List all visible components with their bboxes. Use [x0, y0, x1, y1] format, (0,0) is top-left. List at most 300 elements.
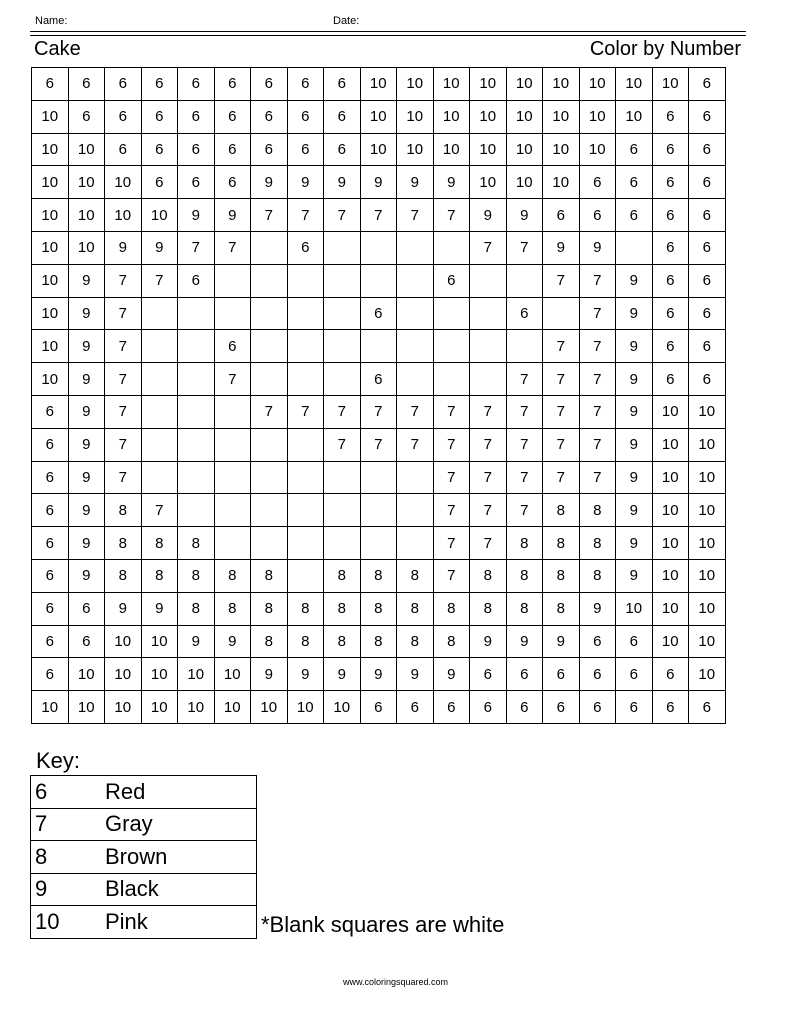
grid-cell: 9: [68, 428, 105, 461]
grid-cell: 6: [178, 264, 215, 297]
grid-cell: 10: [32, 231, 69, 264]
grid-cell: 10: [433, 100, 470, 133]
grid-cell: 6: [652, 231, 689, 264]
grid-cell: 7: [360, 395, 397, 428]
grid-cell: [178, 363, 215, 396]
grid-cell: 6: [324, 68, 361, 101]
grid-cell: 8: [324, 592, 361, 625]
grid-cell: 10: [178, 658, 215, 691]
grid-cell: [360, 264, 397, 297]
grid-cell: 6: [616, 166, 653, 199]
grid-cell: 6: [616, 658, 653, 691]
grid-cell: 10: [652, 625, 689, 658]
grid-cell: 8: [178, 592, 215, 625]
grid-row: [32, 658, 726, 691]
grid-cell: 10: [689, 658, 726, 691]
grid-cell: [214, 461, 251, 494]
key-color-name: Gray: [105, 808, 257, 841]
grid-cell: 6: [652, 199, 689, 232]
grid-cell: 6: [689, 691, 726, 724]
grid-cell: 10: [32, 330, 69, 363]
grid-cell: 9: [214, 199, 251, 232]
grid-cell: 6: [689, 68, 726, 101]
grid-cell: 10: [214, 691, 251, 724]
grid-cell: [214, 297, 251, 330]
grid-cell: 6: [616, 133, 653, 166]
grid-cell: 8: [433, 625, 470, 658]
grid-cell: 7: [579, 428, 616, 461]
grid-cell: [433, 330, 470, 363]
grid-cell: 10: [32, 100, 69, 133]
grid-cell: [616, 231, 653, 264]
grid-cell: 8: [360, 625, 397, 658]
grid-cell: 9: [68, 264, 105, 297]
grid-cell: 7: [543, 428, 580, 461]
grid-cell: 6: [689, 100, 726, 133]
grid-cell: 6: [178, 166, 215, 199]
grid-cell: 6: [32, 494, 69, 527]
grid-cell: 10: [506, 68, 543, 101]
grid-cell: 10: [397, 68, 434, 101]
grid-cell: 10: [105, 658, 142, 691]
grid-row: [32, 691, 726, 724]
grid-cell: 10: [689, 494, 726, 527]
grid-cell: [506, 264, 543, 297]
grid-cell: 10: [543, 166, 580, 199]
grid-cell: 8: [105, 559, 142, 592]
grid-cell: 10: [105, 199, 142, 232]
grid-cell: 10: [105, 691, 142, 724]
grid-cell: 10: [689, 395, 726, 428]
grid-cell: 7: [251, 395, 288, 428]
grid-cell: [251, 527, 288, 560]
grid-cell: 7: [397, 428, 434, 461]
key-row: [31, 841, 257, 874]
grid-cell: 6: [397, 691, 434, 724]
grid-cell: 7: [105, 428, 142, 461]
grid-cell: 6: [433, 691, 470, 724]
grid-cell: 9: [397, 166, 434, 199]
grid-cell: 10: [652, 68, 689, 101]
grid-cell: 10: [689, 527, 726, 560]
grid-cell: 8: [324, 625, 361, 658]
grid-cell: 8: [141, 559, 178, 592]
grid-cell: [141, 395, 178, 428]
grid-cell: [178, 395, 215, 428]
grid-cell: 8: [543, 592, 580, 625]
key-number: 8: [31, 841, 106, 874]
grid-cell: 10: [68, 133, 105, 166]
grid-cell: 6: [689, 231, 726, 264]
grid-cell: 6: [214, 100, 251, 133]
grid-row: [32, 592, 726, 625]
grid-row: [32, 68, 726, 101]
grid-cell: 6: [543, 691, 580, 724]
grid-row: [32, 199, 726, 232]
grid-cell: 9: [178, 625, 215, 658]
grid-cell: 7: [287, 199, 324, 232]
grid-cell: 6: [32, 625, 69, 658]
grid-cell: 10: [105, 625, 142, 658]
grid-cell: [287, 461, 324, 494]
grid-cell: 10: [433, 133, 470, 166]
grid-cell: [178, 330, 215, 363]
grid-cell: 6: [689, 199, 726, 232]
footer-url: www.coloringsquared.com: [342, 977, 449, 987]
grid-cell: 7: [433, 494, 470, 527]
grid-cell: 10: [543, 133, 580, 166]
grid-cell: 7: [506, 494, 543, 527]
grid-cell: 7: [105, 363, 142, 396]
grid-cell: 10: [324, 691, 361, 724]
grid-cell: 7: [543, 363, 580, 396]
grid-cell: 6: [324, 133, 361, 166]
grid-cell: 9: [141, 231, 178, 264]
grid-cell: 9: [68, 363, 105, 396]
grid-cell: 9: [105, 592, 142, 625]
grid-cell: [470, 264, 507, 297]
grid-cell: 10: [32, 691, 69, 724]
grid-cell: 8: [579, 527, 616, 560]
grid-cell: 6: [68, 68, 105, 101]
number-grid: [31, 67, 726, 724]
grid-cell: 7: [470, 527, 507, 560]
grid-cell: [324, 231, 361, 264]
grid-row: [32, 166, 726, 199]
grid-cell: 6: [433, 264, 470, 297]
grid-cell: 10: [32, 363, 69, 396]
grid-cell: [141, 428, 178, 461]
grid-cell: 8: [251, 592, 288, 625]
key-number: 9: [31, 873, 106, 906]
grid-cell: 6: [579, 691, 616, 724]
grid-cell: 6: [689, 166, 726, 199]
grid-cell: 8: [251, 559, 288, 592]
grid-cell: [178, 461, 215, 494]
grid-cell: [287, 363, 324, 396]
grid-cell: 9: [433, 166, 470, 199]
grid-cell: [251, 428, 288, 461]
grid-cell: 6: [324, 100, 361, 133]
grid-cell: 6: [32, 592, 69, 625]
grid-cell: 7: [506, 428, 543, 461]
grid-cell: 9: [178, 199, 215, 232]
grid-cell: 6: [652, 100, 689, 133]
grid-cell: 9: [141, 592, 178, 625]
grid-cell: 10: [652, 494, 689, 527]
grid-cell: 10: [397, 133, 434, 166]
key-title: Key:: [36, 748, 81, 773]
grid-cell: 6: [506, 691, 543, 724]
grid-cell: 6: [689, 297, 726, 330]
grid-cell: 10: [543, 68, 580, 101]
grid-cell: [324, 494, 361, 527]
grid-cell: [324, 330, 361, 363]
grid-cell: [470, 363, 507, 396]
grid-cell: 7: [579, 264, 616, 297]
grid-cell: 6: [689, 264, 726, 297]
grid-cell: 7: [105, 330, 142, 363]
grid-cell: 6: [652, 330, 689, 363]
grid-cell: 6: [689, 330, 726, 363]
grid-cell: [178, 297, 215, 330]
grid-cell: 6: [652, 133, 689, 166]
grid-cell: 10: [32, 199, 69, 232]
grid-row: [32, 559, 726, 592]
grid-cell: 10: [433, 68, 470, 101]
grid-cell: 8: [506, 592, 543, 625]
grid-row: [32, 133, 726, 166]
grid-cell: 7: [397, 199, 434, 232]
grid-cell: 8: [543, 494, 580, 527]
grid-cell: 10: [397, 100, 434, 133]
grid-cell: 9: [579, 592, 616, 625]
grid-cell: 10: [360, 133, 397, 166]
grid-cell: 10: [689, 428, 726, 461]
grid-cell: 10: [214, 658, 251, 691]
grid-cell: 7: [397, 395, 434, 428]
grid-cell: 10: [652, 395, 689, 428]
grid-cell: 6: [652, 658, 689, 691]
grid-cell: [397, 461, 434, 494]
grid-cell: 10: [251, 691, 288, 724]
grid-cell: 6: [579, 658, 616, 691]
grid-cell: 6: [251, 133, 288, 166]
key-row: [31, 776, 257, 809]
grid-cell: 6: [32, 658, 69, 691]
header-rule-thin: [30, 35, 746, 36]
grid-cell: 7: [506, 461, 543, 494]
grid-cell: 10: [652, 428, 689, 461]
grid-cell: [251, 330, 288, 363]
grid-cell: 9: [616, 330, 653, 363]
grid-cell: 6: [214, 330, 251, 363]
grid-cell: 10: [68, 231, 105, 264]
grid-cell: 10: [360, 100, 397, 133]
grid-cell: 7: [324, 428, 361, 461]
grid-cell: 7: [543, 461, 580, 494]
grid-cell: 7: [214, 231, 251, 264]
name-label: Name:: [35, 15, 68, 27]
grid-cell: 6: [652, 691, 689, 724]
grid-cell: 9: [616, 395, 653, 428]
grid-cell: 8: [178, 527, 215, 560]
grid-cell: 6: [470, 658, 507, 691]
grid-cell: 10: [506, 100, 543, 133]
grid-cell: 9: [68, 395, 105, 428]
grid-cell: [251, 264, 288, 297]
grid-cell: 8: [397, 625, 434, 658]
grid-cell: [397, 363, 434, 396]
grid-cell: 6: [360, 363, 397, 396]
grid-cell: 7: [470, 231, 507, 264]
grid-cell: [324, 461, 361, 494]
grid-cell: 7: [360, 199, 397, 232]
grid-cell: 10: [178, 691, 215, 724]
grid-cell: 10: [470, 100, 507, 133]
grid-row: [32, 297, 726, 330]
grid-cell: 8: [397, 592, 434, 625]
grid-cell: [251, 461, 288, 494]
key-row: [31, 808, 257, 841]
grid-row: [32, 395, 726, 428]
grid-cell: 6: [178, 133, 215, 166]
grid-cell: 6: [652, 363, 689, 396]
grid-cell: 7: [105, 297, 142, 330]
grid-cell: 8: [433, 592, 470, 625]
key-color-name: Pink: [105, 906, 257, 939]
grid-cell: 6: [214, 68, 251, 101]
grid-cell: [324, 264, 361, 297]
grid-cell: [251, 494, 288, 527]
grid-cell: 7: [543, 330, 580, 363]
grid-row: [32, 100, 726, 133]
grid-cell: 10: [616, 68, 653, 101]
grid-cell: 10: [68, 199, 105, 232]
grid-cell: [360, 330, 397, 363]
grid-cell: 6: [68, 100, 105, 133]
grid-cell: 7: [579, 461, 616, 494]
grid-cell: [287, 494, 324, 527]
key-color-name: Black: [105, 873, 257, 906]
grid-cell: 7: [433, 395, 470, 428]
grid-cell: 6: [616, 625, 653, 658]
grid-cell: 9: [68, 559, 105, 592]
grid-cell: 9: [616, 461, 653, 494]
grid-cell: [251, 231, 288, 264]
grid-cell: 10: [652, 527, 689, 560]
grid-cell: 6: [616, 199, 653, 232]
grid-row: [32, 363, 726, 396]
grid-cell: 10: [689, 625, 726, 658]
grid-cell: [178, 494, 215, 527]
grid-cell: [287, 330, 324, 363]
grid-cell: 9: [543, 625, 580, 658]
grid-cell: 9: [616, 264, 653, 297]
grid-cell: 7: [287, 395, 324, 428]
grid-cell: 7: [579, 395, 616, 428]
grid-cell: [397, 330, 434, 363]
grid-cell: 6: [178, 100, 215, 133]
grid-cell: 10: [68, 658, 105, 691]
grid-cell: [360, 231, 397, 264]
grid-cell: 10: [652, 461, 689, 494]
grid-cell: 9: [214, 625, 251, 658]
grid-cell: 8: [506, 559, 543, 592]
grid-cell: 8: [470, 559, 507, 592]
grid-cell: 6: [141, 166, 178, 199]
grid-cell: 10: [579, 133, 616, 166]
grid-cell: [324, 297, 361, 330]
grid-cell: 9: [470, 625, 507, 658]
key-row: [31, 906, 257, 939]
grid-cell: 6: [543, 199, 580, 232]
grid-cell: [543, 297, 580, 330]
grid-cell: 6: [68, 592, 105, 625]
grid-cell: 9: [616, 428, 653, 461]
grid-cell: 9: [287, 166, 324, 199]
grid-cell: 10: [506, 166, 543, 199]
grid-row: [32, 428, 726, 461]
grid-cell: 8: [105, 494, 142, 527]
grid-cell: 10: [32, 166, 69, 199]
grid-cell: [214, 395, 251, 428]
grid-cell: 7: [251, 199, 288, 232]
grid-cell: 10: [689, 559, 726, 592]
grid-cell: 7: [214, 363, 251, 396]
grid-cell: [214, 494, 251, 527]
date-label: Date:: [333, 15, 360, 27]
grid-cell: [397, 527, 434, 560]
grid-cell: [287, 264, 324, 297]
grid-cell: [397, 231, 434, 264]
grid-cell: 6: [506, 658, 543, 691]
grid-cell: 9: [616, 559, 653, 592]
grid-cell: [251, 297, 288, 330]
key-row: [31, 873, 257, 906]
grid-cell: 10: [141, 199, 178, 232]
grid-cell: [397, 494, 434, 527]
grid-cell: 9: [68, 297, 105, 330]
grid-cell: 8: [251, 625, 288, 658]
header-rule: [30, 31, 746, 32]
grid-cell: [214, 527, 251, 560]
grid-cell: 10: [616, 592, 653, 625]
grid-cell: 6: [32, 559, 69, 592]
grid-cell: [470, 330, 507, 363]
grid-cell: 9: [433, 658, 470, 691]
grid-cell: 9: [397, 658, 434, 691]
grid-cell: 6: [68, 625, 105, 658]
grid-cell: 6: [105, 100, 142, 133]
grid-cell: 7: [470, 395, 507, 428]
grid-cell: 8: [543, 527, 580, 560]
grid-cell: 8: [506, 527, 543, 560]
blank-squares-note: *Blank squares are white: [261, 912, 505, 937]
grid-cell: 9: [324, 658, 361, 691]
grid-cell: 6: [689, 133, 726, 166]
grid-cell: 6: [579, 199, 616, 232]
grid-cell: 7: [433, 461, 470, 494]
grid-cell: 7: [579, 363, 616, 396]
grid-cell: [324, 363, 361, 396]
grid-cell: 6: [616, 691, 653, 724]
grid-cell: 9: [105, 231, 142, 264]
grid-cell: 10: [68, 166, 105, 199]
grid-cell: 6: [141, 133, 178, 166]
grid-row: [32, 494, 726, 527]
grid-cell: 10: [652, 592, 689, 625]
grid-cell: 10: [287, 691, 324, 724]
key-color-name: Brown: [105, 841, 257, 874]
grid-cell: 7: [470, 428, 507, 461]
grid-cell: 10: [32, 264, 69, 297]
grid-cell: 6: [579, 166, 616, 199]
color-key: [30, 775, 257, 939]
grid-cell: 9: [470, 199, 507, 232]
worksheet-subtitle: Color by Number: [589, 38, 741, 60]
grid-cell: 7: [141, 264, 178, 297]
grid-cell: 9: [543, 231, 580, 264]
grid-cell: [141, 363, 178, 396]
grid-cell: 8: [579, 494, 616, 527]
grid-cell: [141, 297, 178, 330]
grid-cell: 10: [543, 100, 580, 133]
grid-cell: 7: [105, 461, 142, 494]
grid-cell: [506, 330, 543, 363]
key-number: 6: [31, 776, 106, 809]
grid-cell: 9: [287, 658, 324, 691]
